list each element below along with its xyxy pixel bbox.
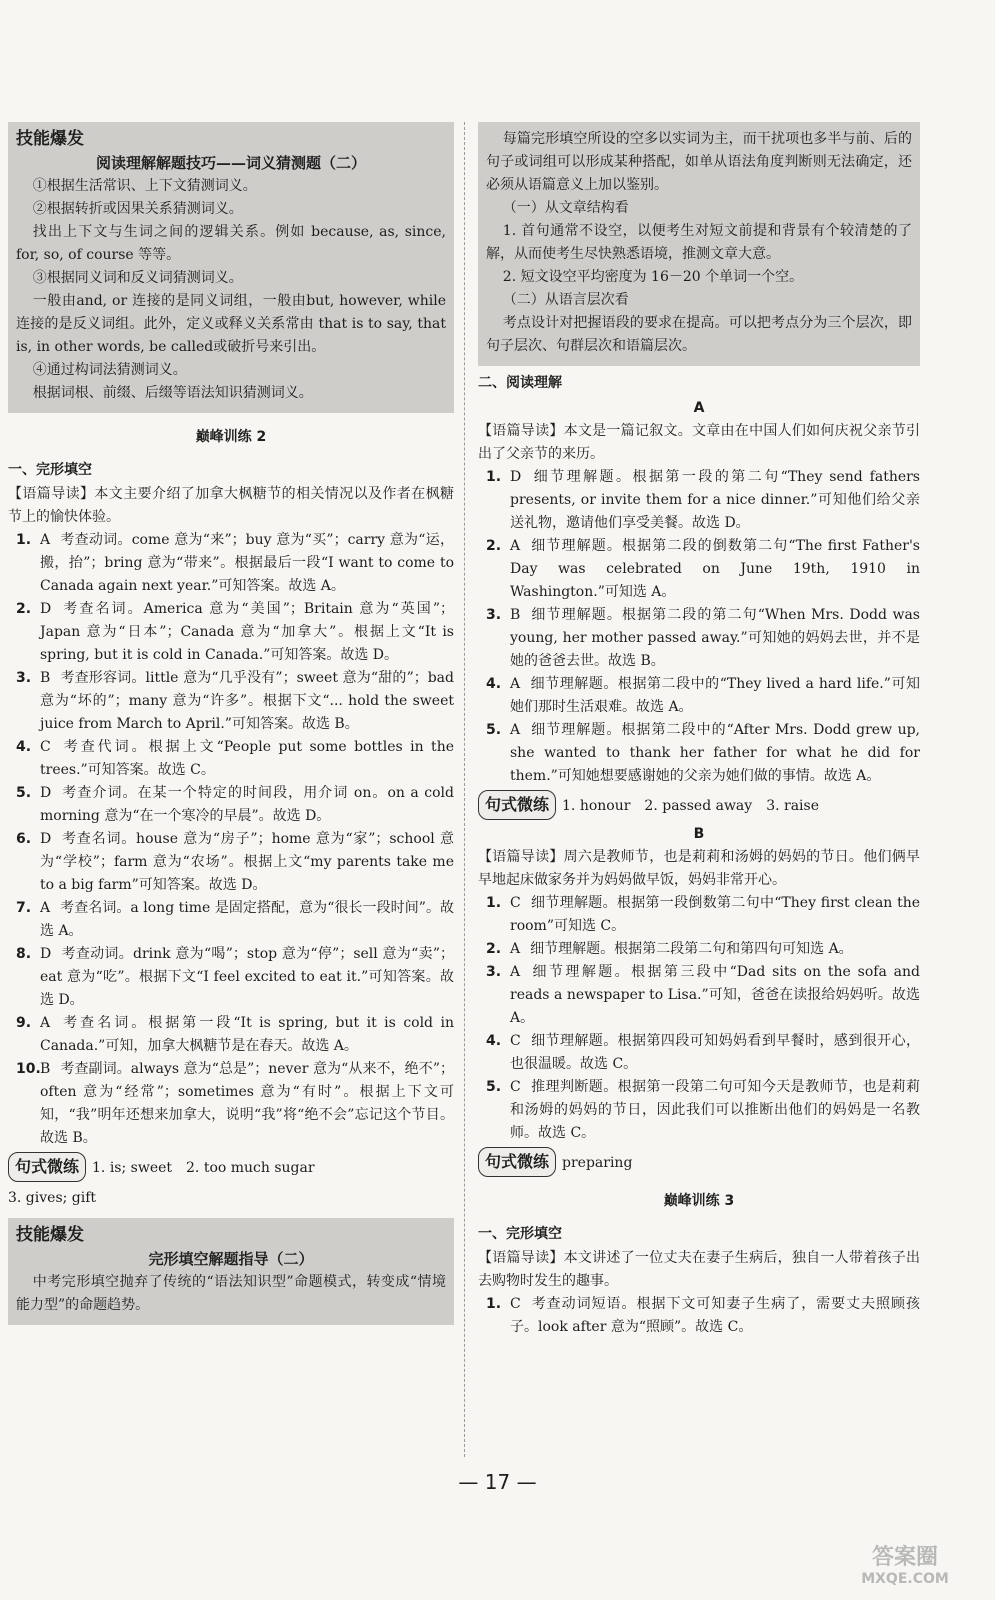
item-explanation: 细节理解题。根据第二段的倒数第二句“The first Father's Day was celebrated on June 19th, 1910 in Washington.”可知选 A。 (510, 538, 920, 600)
item-explanation: 细节理解题。根据第四段可知妈妈看到早餐时，感到很开心，也很温暖。故选 C。 (510, 1033, 920, 1072)
item-answer: A (510, 676, 521, 692)
item-number: 7. (16, 900, 32, 916)
item-number: 1. (16, 532, 32, 548)
passage-intro: 【语篇导读】本文讲述了一位丈夫在妻子生病后，独自一人带着孩子出去购物时发生的趣事。 (478, 1250, 920, 1289)
item-number: 3. (486, 964, 502, 980)
box-line: 考点设计对把握语段的要求在提高。可以把考点分为三个层次，即句子层次、句群层次和语篇层次。 (486, 315, 912, 354)
item-answer: A (510, 538, 521, 554)
sentence-practice (478, 790, 920, 820)
answer-item (8, 667, 454, 736)
item-answer: C (510, 1033, 521, 1049)
item-answer: A (40, 532, 51, 548)
item-number: 1. (486, 469, 502, 485)
answer-item (8, 1012, 454, 1058)
box-line: （一）从文章结构看 (502, 200, 629, 216)
sentence-practice (8, 1152, 454, 1182)
cloze-section-heading: 一、完形填空 (8, 462, 92, 478)
item-number: 9. (16, 1015, 32, 1031)
answer-item (8, 897, 454, 943)
answer-item (8, 828, 454, 897)
answer-item (478, 1076, 920, 1145)
sentence-practice-badge: 句式微练 (478, 790, 556, 820)
item-answer: B (510, 607, 521, 623)
item-number: 8. (16, 946, 32, 962)
column-divider (464, 122, 465, 1457)
page-number: — 17 — (458, 1470, 537, 1494)
item-number: 5. (486, 1079, 502, 1095)
box-line: 根据词根、前缀、后缀等语法知识猜测词义。 (32, 385, 313, 401)
box-line: ②根据转折或因果关系猜测词义。 (32, 201, 243, 217)
training3-title: 巅峰训练 3 (663, 1193, 735, 1209)
sentence-practice-answers: 1. honour 2. passed away 3. raise (562, 798, 819, 814)
passage-letter-a: A (693, 400, 705, 416)
item-number: 2. (486, 941, 502, 957)
box-line: （二）从语言层次看 (502, 292, 629, 308)
item-answer: D (40, 946, 52, 962)
answer-item (478, 466, 920, 535)
item-number: 5. (16, 785, 32, 801)
answer-item (8, 943, 454, 1012)
item-number: 4. (486, 676, 502, 692)
sentence-practice-continued: 3. gives; gift (8, 1190, 97, 1206)
box-line: 一般由and, or 连接的是同义词组，一般由but, however, while连接的是反义词组。此外，定义或释义关系常由 that is to say, that is, in other words, be called或破折号来引出。 (16, 293, 446, 355)
item-answer: C (40, 739, 51, 755)
answer-item (478, 938, 920, 961)
box-line: ④通过构词法猜测词义。 (32, 362, 187, 378)
box-line: 1. 首句通常不设空，以便考生对短文前提和背景有个较清楚的了解，从而使考生尽快熟悉语境，推测文章大意。 (486, 223, 912, 262)
item-explanation: 考查名词。house 意为“房子”；home 意为“家”；school 意为“学校”；farm 意为“农场”。根据上文“my parents take me to a big farm”可知答案。故选 D。 (40, 831, 454, 893)
item-answer: A (40, 1015, 51, 1031)
item-answer: B (40, 670, 51, 686)
item-answer: D (40, 831, 52, 847)
sentence-practice-badge: 句式微练 (8, 1152, 86, 1182)
item-explanation: 细节理解题。根据第二段中的“They lived a hard life.”可知她们那时生活艰难。故选 A。 (510, 676, 920, 715)
answer-item (8, 736, 454, 782)
skill-box-cloze (8, 1218, 454, 1325)
item-explanation: 考查动词。drink 意为“喝”；stop 意为“停”；sell 意为“卖”；eat 意为“吃”。根据下文“I feel excited to eat it.”可知答案。故选 D。 (40, 946, 454, 1008)
item-number: 5. (486, 722, 502, 738)
item-explanation: 细节理解题。根据第一段倒数第二句中“They first clean the room”可知选 C。 (510, 895, 920, 934)
answer-item (8, 782, 454, 828)
item-number: 1. (486, 1296, 502, 1312)
item-explanation: 考查形容词。little 意为“几乎没有”；sweet 意为“甜的”；bad 意为“坏的”；many 意为“许多”。根据下文“... hold the sweet juice from March to April.”可知答案。故选 B。 (40, 670, 454, 732)
sentence-practice (478, 1147, 920, 1177)
item-number: 4. (486, 1033, 502, 1049)
item-answer: D (40, 785, 52, 801)
watermark-text: 答案圈 (871, 1545, 938, 1570)
box-subtitle: 阅读理解解题技巧——词义猜测题（二） (95, 154, 366, 172)
answer-item (8, 1058, 454, 1150)
reading-section-heading: 二、阅读理解 (478, 375, 562, 391)
passage-intro: 【语篇导读】本文主要介绍了加拿大枫糖节的相关情况以及作者在枫糖节上的愉快体验。 (8, 486, 454, 525)
item-explanation: 考查代词。根据上文“People put some bottles in the trees.”可知答案。故选 C。 (40, 739, 454, 778)
box-line: 每篇完形填空所设的空多以实词为主，而干扰项也多半与前、后的句子或词组可以形成某种搭配，如单从语法角度判断则无法确定，还必须从语篇意义上加以鉴别。 (486, 131, 912, 193)
item-explanation: 细节理解题。根据第二段中的“After Mrs. Dodd grew up, she wanted to thank her father for what he did for them.”可知她想要感谢她的父亲为她们做的事情。故选 A。 (510, 722, 920, 784)
left-column (8, 122, 454, 1325)
answer-item (8, 598, 454, 667)
item-answer: A (510, 941, 521, 957)
item-answer: A (40, 900, 51, 916)
box-line: ①根据生活常识、上下文猜测词义。 (32, 178, 257, 194)
item-answer: D (510, 469, 522, 485)
passage-intro: 【语篇导读】周六是教师节，也是莉莉和汤姆的妈妈的节日。他们俩早早地起床做家务并为妈妈做早饭，妈妈非常开心。 (478, 849, 920, 888)
item-number: 3. (16, 670, 32, 686)
answer-item (8, 529, 454, 598)
item-answer: B (40, 1061, 51, 1077)
sentence-practice-answers: 1. is; sweet 2. too much sugar (92, 1160, 315, 1176)
item-number: 2. (16, 601, 32, 617)
skill-box-reading (8, 122, 454, 413)
box-subtitle: 完形填空解题指导（二） (148, 1250, 314, 1268)
right-column (478, 122, 920, 1339)
item-explanation: 细节理解题。根据第二段的第二句“When Mrs. Dodd was young, her mother passed away.”可知她的妈妈去世，并不是她的爸爸去世。故选 B。 (510, 607, 920, 669)
sentence-practice-badge: 句式微练 (478, 1147, 556, 1177)
answer-item (478, 604, 920, 673)
item-explanation: 细节理解题。根据第二段第二句和第四句可知选 A。 (530, 941, 853, 957)
answer-item (478, 892, 920, 938)
item-answer: D (40, 601, 52, 617)
box-line: 找出上下文与生词之间的逻辑关系。例如 because, as, since, for, so, of course 等等。 (16, 224, 446, 263)
item-answer: A (510, 964, 521, 980)
item-number: 1. (486, 895, 502, 911)
item-explanation: 考查名词。根据第一段“It is spring, but it is cold in Canada.”可知，加拿大枫糖节是在春天。故选 A。 (40, 1015, 454, 1054)
item-explanation: 细节理解题。根据第三段中“Dad sits on the sofa and reads a newspaper to Lisa.”可知，爸爸在读报给妈妈听。故选 A。 (510, 964, 920, 1026)
item-answer: C (510, 1079, 521, 1095)
box-line: 中考完形填空抛弃了传统的“语法知识型”命题模式，转变成“情境能力型”的命题趋势。 (16, 1274, 446, 1313)
answer-item (478, 1030, 920, 1076)
answer-item (478, 719, 920, 788)
item-answer: C (510, 895, 521, 911)
item-explanation: 考查介词。在某一个特定的时间段，用介词 on。on a cold morning 意为“在一个寒冷的早晨”。故选 D。 (40, 785, 454, 824)
passage-letter-b: B (693, 826, 705, 842)
answer-item (478, 961, 920, 1030)
item-number: 3. (486, 607, 502, 623)
training2-title: 巅峰训练 2 (195, 429, 267, 445)
item-explanation: 考查副词。always 意为“总是”；never 意为“从来不，绝不”；often 意为“经常”；sometimes 意为“有时”。根据上下文可知，“我”明年还想来加拿大，说明“我”将“绝不会”忘记这个节目。故选 B。 (40, 1061, 454, 1146)
answer-item (478, 673, 920, 719)
item-explanation: 考查名词。America 意为“美国”；Britain 意为“英国”；Japan 意为“日本”；Canada 意为“加拿大”。根据上文“It is spring, but it is cold in Canada.”可知答案。故选 D。 (40, 601, 454, 663)
item-explanation: 考查动词。come 意为“来”；buy 意为“买”；carry 意为“运，搬，抬”；bring 意为“带来”。根据最后一段“I want to come to Canada again next year.”可知答案。故选 A。 (40, 532, 454, 594)
item-number: 10. (16, 1061, 41, 1077)
answer-item (478, 1293, 920, 1339)
item-number: 4. (16, 739, 32, 755)
item-answer: C (510, 1296, 521, 1312)
box-line: ③根据同义词和反义词猜测词义。 (32, 270, 243, 286)
skill-box-cloze-continued (478, 122, 920, 366)
box-title: 技能爆发 (16, 129, 84, 149)
box-line: 2. 短文设空平均密度为 16－20 个单词一个空。 (502, 269, 804, 285)
item-number: 2. (486, 538, 502, 554)
item-explanation: 细节理解题。根据第一段的第二句“They send fathers presents, or invite them for a nice dinner.”可知他们给父亲送礼物，邀请他们享受美餐。故选 D。 (510, 469, 920, 531)
item-explanation: 考查名词。a long time 是固定搭配，意为“很长一段时间”。故选 A。 (40, 900, 454, 939)
item-explanation: 推理判断题。根据第一段第二句可知今天是教师节，也是莉莉和汤姆的妈妈的节日，因此我们可以推断出他们的妈妈是一名教师。故选 C。 (510, 1079, 920, 1141)
item-number: 6. (16, 831, 32, 847)
site-watermark (840, 1545, 970, 1590)
box-title: 技能爆发 (16, 1225, 84, 1245)
answer-item (478, 535, 920, 604)
item-answer: A (510, 722, 521, 738)
sentence-practice-answers: preparing (562, 1155, 633, 1171)
cloze-section-heading: 一、完形填空 (478, 1226, 562, 1242)
watermark-url: MXQE.COM (861, 1571, 949, 1587)
item-explanation: 考查动词短语。根据下文可知妻子生病了，需要丈夫照顾孩子。look after 意为“照顾”。故选 C。 (510, 1296, 920, 1335)
passage-intro: 【语篇导读】本文是一篇记叙文。文章由在中国人们如何庆祝父亲节引出了父亲节的来历。 (478, 423, 920, 462)
